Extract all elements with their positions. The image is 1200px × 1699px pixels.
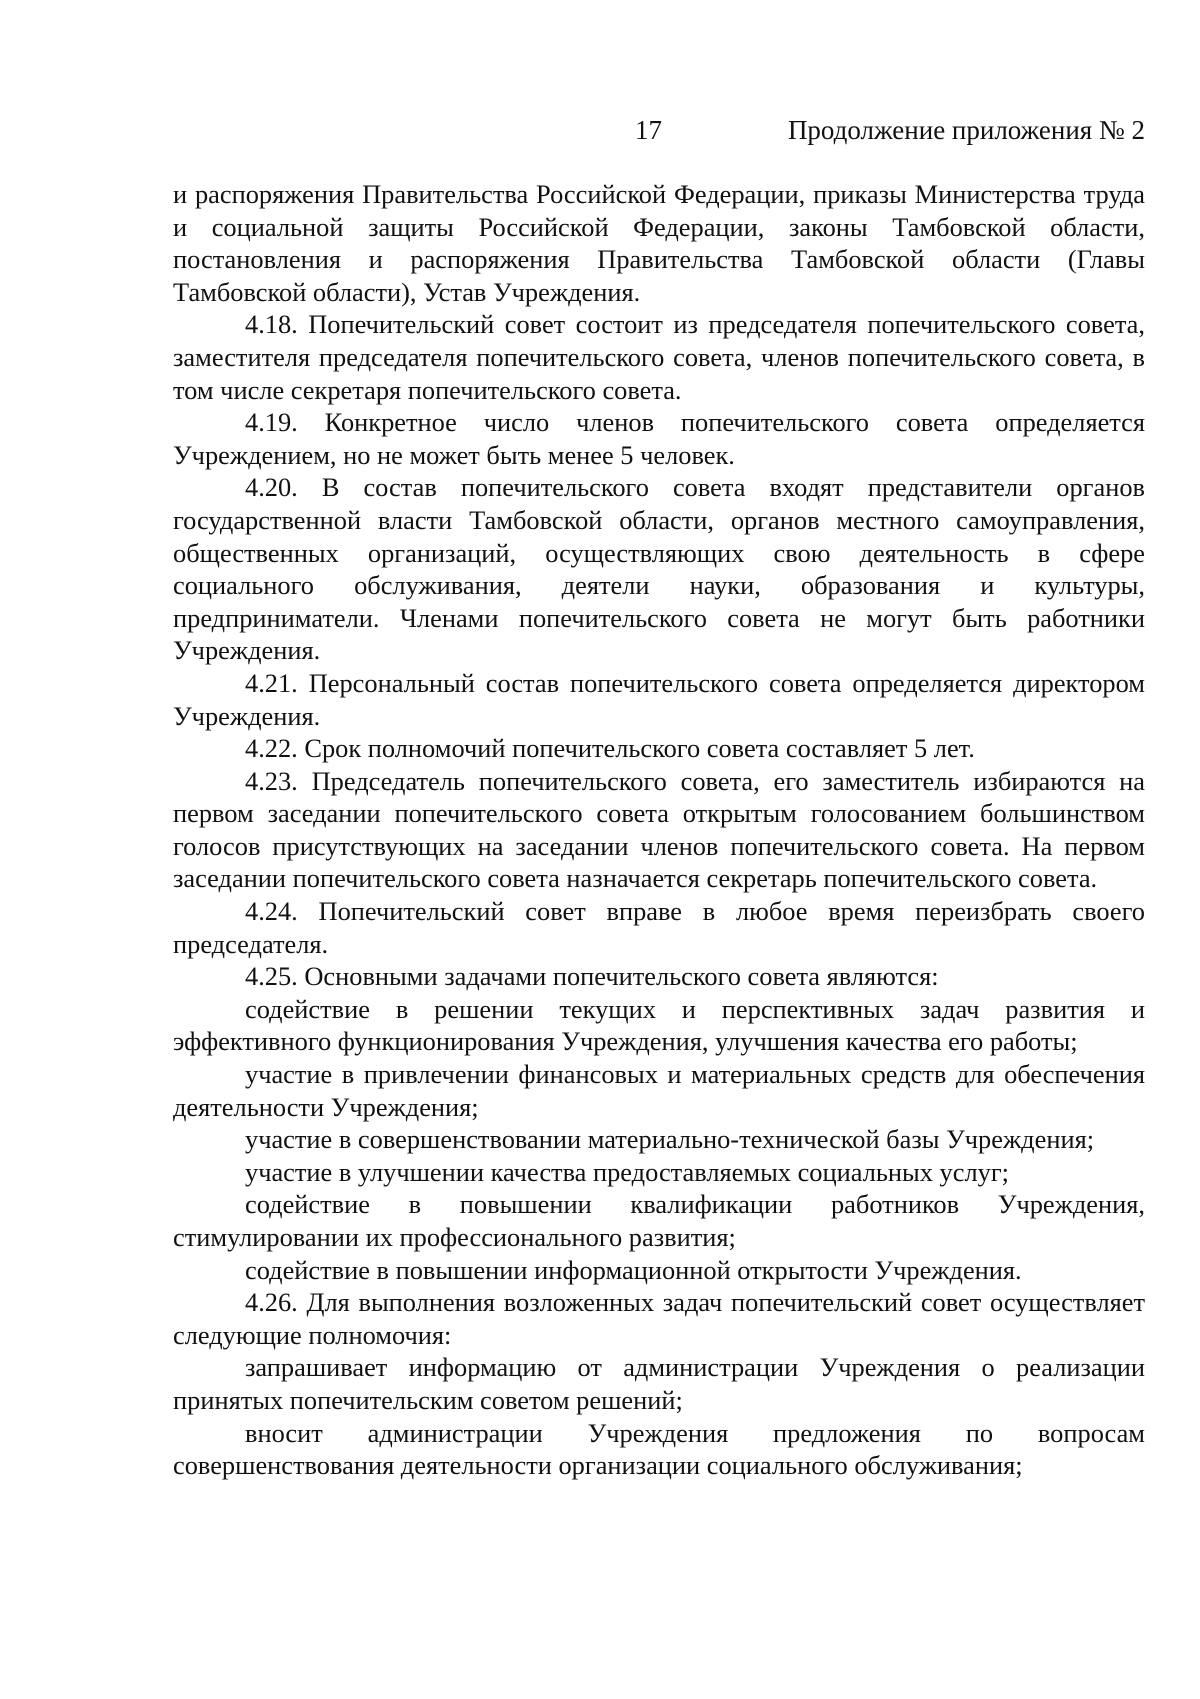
paragraph: 4.21. Персональный состав попечительского совета определяется директором Учреждения. [173,667,1145,731]
list-item: содействие в решении текущих и перспективных задач развития и эффективного функционирования Учреждения, улучшения качества его работы; [173,993,1145,1057]
paragraph: 4.19. Конкретное число членов попечительского совета определяется Учреждением, но не может быть менее 5 человек. [173,407,1145,470]
paragraph: и распоряжения Правительства Российской Федерации, приказы Министерства труда и социальной защиты Российской Федерации, законы Тамбовской области, постановления и распоряжения Правительства Тамбовской области (Главы Тамбовской области), Устав Учреждения. [173,179,1145,307]
list-item: содействие в повышении квалификации работников Учреждения, стимулировании их профессионального развития; [173,1189,1145,1252]
page-header [173,112,1145,148]
appendix-continuation-label: Продолжение приложения № 2 [787,115,1145,145]
list-item: участие в совершенствовании материально-технической базы Учреждения; [245,1124,1095,1155]
paragraph: 4.23. Председатель попечительского совета, его заместитель избираются на первом заседании попечительского совета открытым голосованием большинством голосов присутствующих на заседании членов попечительского совета. На первом заседании попечительского совета назначается секретарь попечительского совета. [173,765,1145,894]
page-number: 17 [635,115,662,145]
paragraph: 4.18. Попечительский совет состоит из председателя попечительского совета, заместителя председателя попечительского совета, членов попечительского совета, в том числе секретаря попечительского совета. [173,309,1145,405]
list-item: содействие в повышении информационной открытости Учреждения. [245,1254,1022,1285]
document-body [173,178,1145,1482]
paragraph: 4.25. Основными задачами попечительского совета являются: [245,961,939,992]
list-item: запрашивает информацию от администрации Учреждения о реализации принятых попечительским советом решений; [173,1352,1145,1415]
list-item: участие в привлечении финансовых и материальных средств для обеспечения деятельности Учреждения; [173,1059,1145,1122]
paragraph: 4.20. В состав попечительского совета входят представители органов государственной власти Тамбовской области, органов местного самоуправления, общественных организаций, осуществляющих свою деятельность в сфере социального обслуживания, деятели науки, образования и культуры, предприниматели. Членами попечительского совета не могут быть работники Учреждения. [173,472,1145,666]
paragraph: 4.22. Срок полномочий попечительского совета составляет 5 лет. [245,733,975,764]
paragraph: 4.26. Для выполнения возложенных задач попечительский совет осуществляет следующие полномочия: [173,1287,1145,1350]
paragraph: 4.24. Попечительский совет вправе в любое время переизбрать своего председателя. [173,896,1145,959]
list-item: вносит администрации Учреждения предложения по вопросам совершенствования деятельности организации социального обслуживания; [173,1417,1145,1481]
list-item: участие в улучшении качества предоставляемых социальных услуг; [245,1156,1009,1187]
